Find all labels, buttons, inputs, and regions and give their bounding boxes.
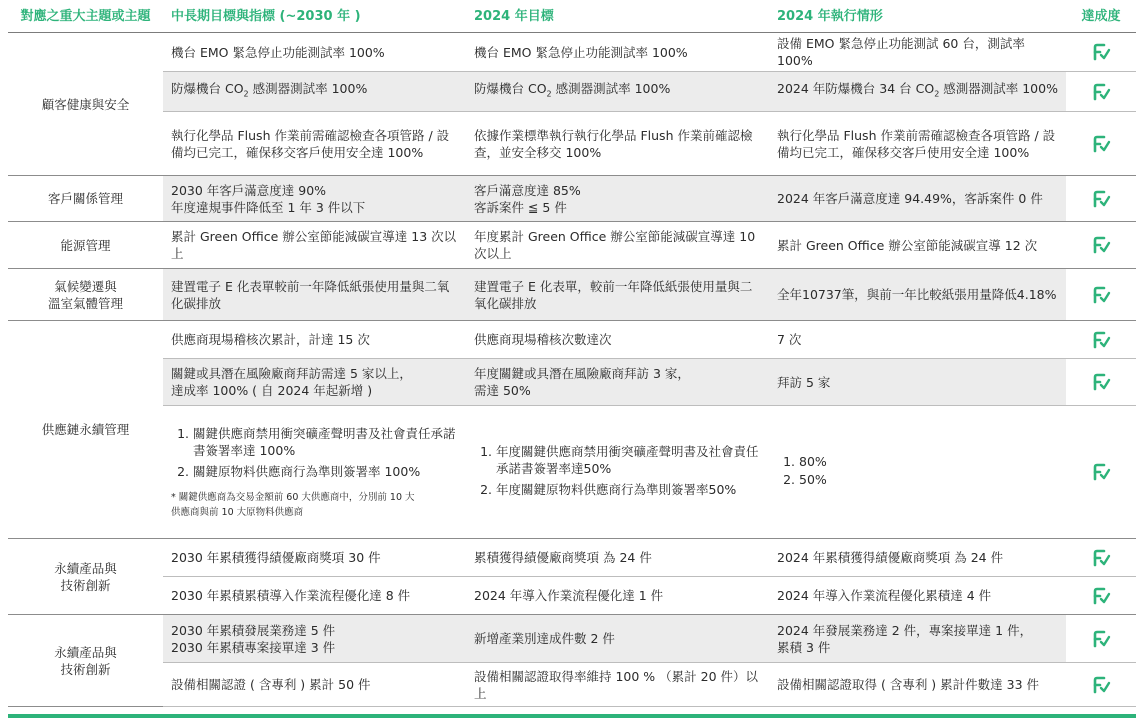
table-row (8, 359, 1136, 406)
goal-achieved-icon (1091, 586, 1111, 606)
target-cell (466, 406, 769, 539)
goal-cell: 2030 年累積發展業務達 5 件 2030 年累積專案接單達 3 件 (163, 615, 466, 663)
goal-achieved-icon (1091, 462, 1111, 482)
table-row (8, 663, 1136, 707)
goal-achieved-icon (1091, 134, 1111, 154)
goal-achieved-icon (1091, 330, 1111, 350)
status-cell: 2024 年導入作業流程優化累積達 4 件 (769, 577, 1066, 615)
status-list (777, 453, 1058, 488)
status-cell: 2024 年客戶滿意度達 94.49%，客訴案件 0 件 (769, 176, 1066, 222)
table-row (8, 577, 1136, 615)
goal-cell: 執行化學品 Flush 作業前需確認檢查各項管路 / 設備均已完工，確保移交客戶使用安全達 100% (163, 112, 466, 176)
table-row (8, 615, 1136, 663)
rate-cell (1066, 33, 1136, 72)
list-item: 1. 關鍵供應商禁用衝突礦產聲明書及社會責任承諾書簽署率達 100% (193, 425, 458, 459)
target-cell: 新增產業別達成件數 2 件 (466, 615, 769, 663)
status-cell: 全年10737筆，與前一年比較紙張用量降低4.18% (769, 269, 1066, 321)
topic-sustainable-products: 永續產品與 技術創新 (8, 539, 163, 615)
table-header-row (8, 0, 1136, 33)
list-item: 2. 年度關鍵原物料供應商行為準則簽署率50% (496, 481, 761, 498)
topic-sustainable-products-2: 永續產品與 技術創新 (8, 615, 163, 707)
goal-cell: 2030 年累積獲得績優廠商獎項 30 件 (163, 539, 466, 577)
list-item: 2. 50% (799, 471, 1058, 488)
target-cell: 建置電子 E 化表單，較前一年降低紙張使用量與二氧化碳排放 (466, 269, 769, 321)
table-row (8, 321, 1136, 359)
status-cell: 設備 EMO 緊急停止功能測試 60 台，測試率 100% (769, 33, 1066, 72)
footnote: * 關鍵供應商為交易金額前 60 大供應商中，分別前 10 大 供應商與前 10 大原物料供應商 (171, 491, 415, 518)
rate-cell (1066, 663, 1136, 707)
rate-cell (1066, 269, 1136, 321)
rate-cell (1066, 539, 1136, 577)
rate-cell (1066, 406, 1136, 539)
goal-achieved-icon (1091, 189, 1111, 209)
status-cell: 2024 年累積獲得績優廠商獎項 為 24 件 (769, 539, 1066, 577)
target-cell: 年度關鍵或具潛在風險廠商拜訪 3 家， 需達 50% (466, 359, 769, 406)
sustainability-goals-table (8, 0, 1136, 707)
target-cell: 年度累計 Green Office 辦公室節能減碳宣導達 10 次以上 (466, 222, 769, 269)
goal-achieved-icon (1091, 629, 1111, 649)
table-row (8, 112, 1136, 176)
bottom-accent-bar (8, 714, 1136, 718)
goal-cell: 累計 Green Office 辦公室節能減碳宣導達 13 次以上 (163, 222, 466, 269)
target-cell: 2024 年導入作業流程優化達 1 件 (466, 577, 769, 615)
status-cell: 累計 Green Office 辦公室節能減碳宣導 12 次 (769, 222, 1066, 269)
target-cell: 累積獲得績優廠商獎項 為 24 件 (466, 539, 769, 577)
target-cell: 防爆機台 $CO_2$ 感測器測試率 100% (466, 72, 769, 112)
header-topic: 對應之重大主題或主題 (8, 0, 163, 33)
target-cell: 機台 EMO 緊急停止功能測試率 100% (466, 33, 769, 72)
rate-cell (1066, 72, 1136, 112)
goal-list (171, 425, 458, 480)
rate-cell (1066, 321, 1136, 359)
topic-customer-safety: 顧客健康與安全 (8, 33, 163, 176)
rate-cell (1066, 615, 1136, 663)
goal-cell: 關鍵或具潛在風險廠商拜訪需達 5 家以上， 達成率 100% ( 自 2024 年起新增 ) (163, 359, 466, 406)
header-rate: 達成度 (1066, 0, 1136, 33)
header-target: 2024 年目標 (466, 0, 769, 33)
list-item: 1. 年度關鍵供應商禁用衝突礦產聲明書及社會責任承諾書簽署率達50% (496, 443, 761, 477)
target-cell: 客戶滿意度達 85% 客訴案件 ≦ 5 件 (466, 176, 769, 222)
table-row (8, 269, 1136, 321)
goal-achieved-icon (1091, 675, 1111, 695)
topic-climate: 氣候變遷與 溫室氣體管理 (8, 269, 163, 321)
goal-cell: 防爆機台 $CO_2$ 感測器測試率 100% (163, 72, 466, 112)
goal-cell (163, 406, 466, 539)
goal-achieved-icon (1091, 285, 1111, 305)
rate-cell (1066, 176, 1136, 222)
rate-cell (1066, 577, 1136, 615)
topic-energy: 能源管理 (8, 222, 163, 269)
status-cell (769, 406, 1066, 539)
goal-cell: 2030 年累積累積導入作業流程優化達 8 件 (163, 577, 466, 615)
target-cell: 設備相關認證取得率維持 100 % （累計 20 件）以上 (466, 663, 769, 707)
header-goal: 中長期目標與指標 (~2030 年 ) (163, 0, 466, 33)
goal-cell: 設備相關認證 ( 含專利 ) 累計 50 件 (163, 663, 466, 707)
goal-cell: 供應商現場稽核次累計，計達 15 次 (163, 321, 466, 359)
header-status: 2024 年執行情形 (769, 0, 1066, 33)
goal-achieved-icon (1091, 82, 1111, 102)
table-row (8, 33, 1136, 72)
list-item: 2. 關鍵原物料供應商行為準則簽署率 100% (193, 463, 458, 480)
target-cell: 供應商現場稽核次數達次 (466, 321, 769, 359)
goal-achieved-icon (1091, 235, 1111, 255)
goal-cell: 機台 EMO 緊急停止功能測試率 100% (163, 33, 466, 72)
rate-cell (1066, 222, 1136, 269)
goal-cell: 2030 年客戶滿意度達 90% 年度違規事件降低至 1 年 3 件以下 (163, 176, 466, 222)
goal-cell: 建置電子 E 化表單較前一年降低紙張使用量與二氧化碳排放 (163, 269, 466, 321)
rate-cell (1066, 112, 1136, 176)
status-cell: 2024 年防爆機台 34 台 $CO_2$ 感測器測試率 100% (769, 72, 1066, 112)
target-cell: 依據作業標準執行執行化學品 Flush 作業前確認檢查，並安全移交 100% (466, 112, 769, 176)
goal-achieved-icon (1091, 372, 1111, 392)
table-row (8, 539, 1136, 577)
goal-achieved-icon (1091, 548, 1111, 568)
table-row (8, 72, 1136, 112)
status-cell: 執行化學品 Flush 作業前需確認檢查各項管路 / 設備均已完工，確保移交客戶使用安全達 100% (769, 112, 1066, 176)
rate-cell (1066, 359, 1136, 406)
list-item: 1. 80% (799, 453, 1058, 470)
topic-customer-relations: 客戶關係管理 (8, 176, 163, 222)
goal-achieved-icon (1091, 42, 1111, 62)
table-row (8, 222, 1136, 269)
table-row (8, 406, 1136, 539)
status-cell: 7 次 (769, 321, 1066, 359)
target-list (474, 443, 761, 498)
status-cell: 設備相關認證取得 ( 含專利 ) 累計件數達 33 件 (769, 663, 1066, 707)
status-cell: 2024 年發展業務達 2 件，專案接單達 1 件， 累積 3 件 (769, 615, 1066, 663)
status-cell: 拜訪 5 家 (769, 359, 1066, 406)
table-row (8, 176, 1136, 222)
topic-supply-chain: 供應鏈永續管理 (8, 321, 163, 539)
